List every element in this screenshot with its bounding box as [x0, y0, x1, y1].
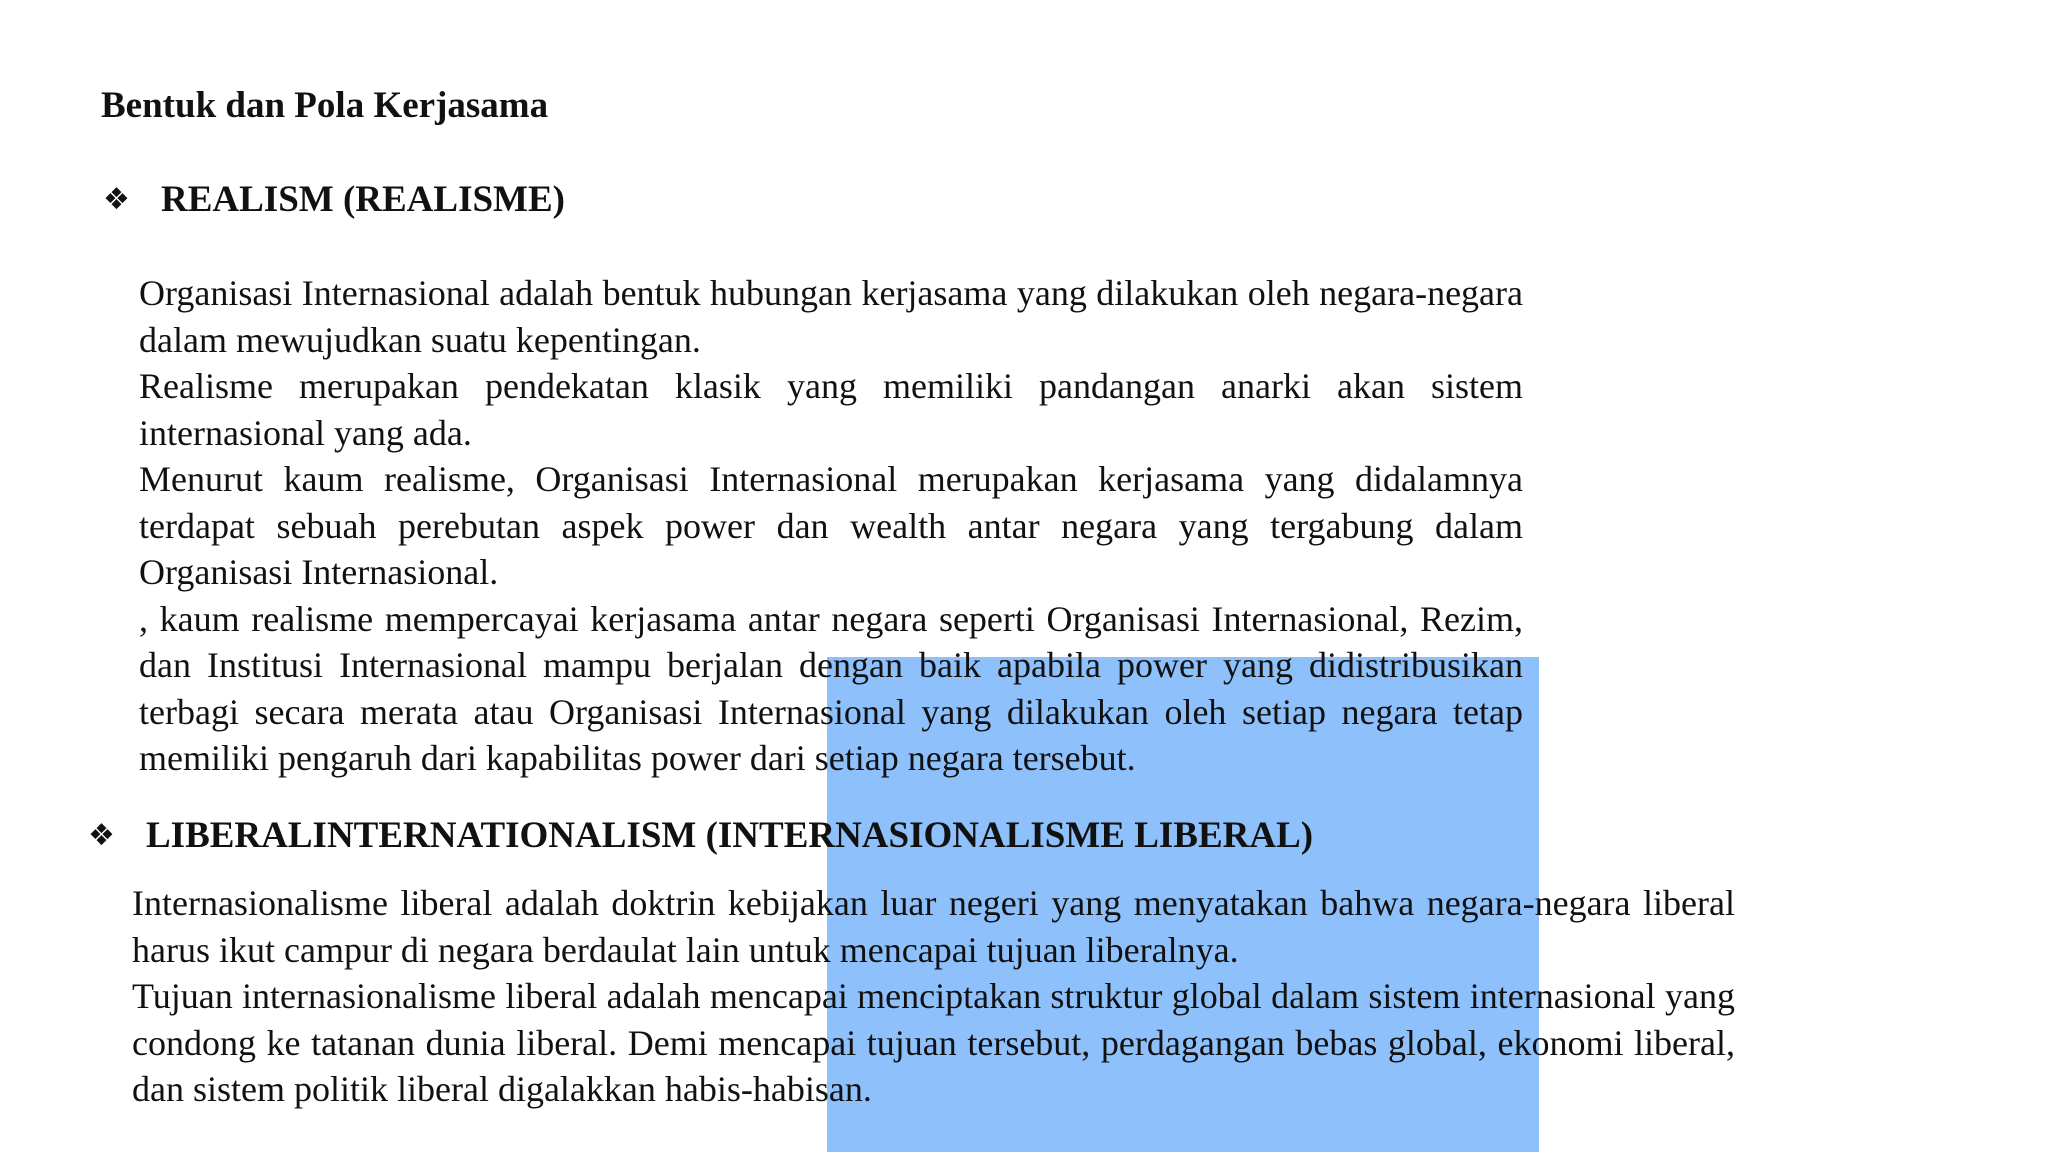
section-heading-liberal-internationalism — [88, 812, 1313, 860]
paragraph: , kaum realisme mempercayai kerjasama antar negara seperti Organisasi Internasional, Rezim, dan Institusi Internasional mampu berjalan dengan baik apabila power yang didistribusikan terbagi secara merata atau Organisasi Internasional yang dilakukan oleh setiap negara tetap memiliki pengaruh dari kapabilitas power dari setiap negara tersebut. — [139, 598, 1523, 778]
paragraph: Realisme merupakan pendekatan klasik yang memiliki pandangan anarki akan sistem internasional yang ada. — [139, 366, 1523, 453]
paragraph: Internasionalisme liberal adalah doktrin kebijakan luar negeri yang menyatakan bahwa negara-negara liberal harus ikut campur di negara berdaulat lain untuk mencapai tujuan liberalnya. — [132, 883, 1735, 970]
document-title: Bentuk dan Pola Kerjasama — [101, 85, 549, 126]
paragraph: Tujuan internasionalisme liberal adalah mencapai menciptakan struktur global dalam sistem internasional yang condong ke tatanan dunia liberal. Demi mencapai tujuan tersebut, perdagangan bebas global, ekonomi liberal, dan sistem politik liberal digalakkan habis-habisan. — [132, 976, 1735, 1109]
four-diamond-bullet-icon: ❖ — [88, 818, 115, 853]
paragraph: Organisasi Internasional adalah bentuk hubungan kerjasama yang dilakukan oleh negara-negara dalam mewujudkan suatu kepentingan. — [139, 273, 1523, 360]
liberal-internationalism-body-text — [132, 880, 1735, 1113]
section-heading-realism — [103, 176, 565, 224]
four-diamond-bullet-icon: ❖ — [103, 182, 130, 217]
section-heading-label: LIBERALINTERNATIONALISM (INTERNASIONALISME LIBERAL) — [146, 815, 1314, 856]
realism-body-text — [139, 270, 1523, 782]
paragraph: Menurut kaum realisme, Organisasi Internasional merupakan kerjasama yang didalamnya terdapat sebuah perebutan aspek power dan wealth antar negara yang tergabung dalam Organisasi Internasional. — [139, 459, 1523, 592]
section-heading-label: REALISM (REALISME) — [161, 179, 565, 220]
